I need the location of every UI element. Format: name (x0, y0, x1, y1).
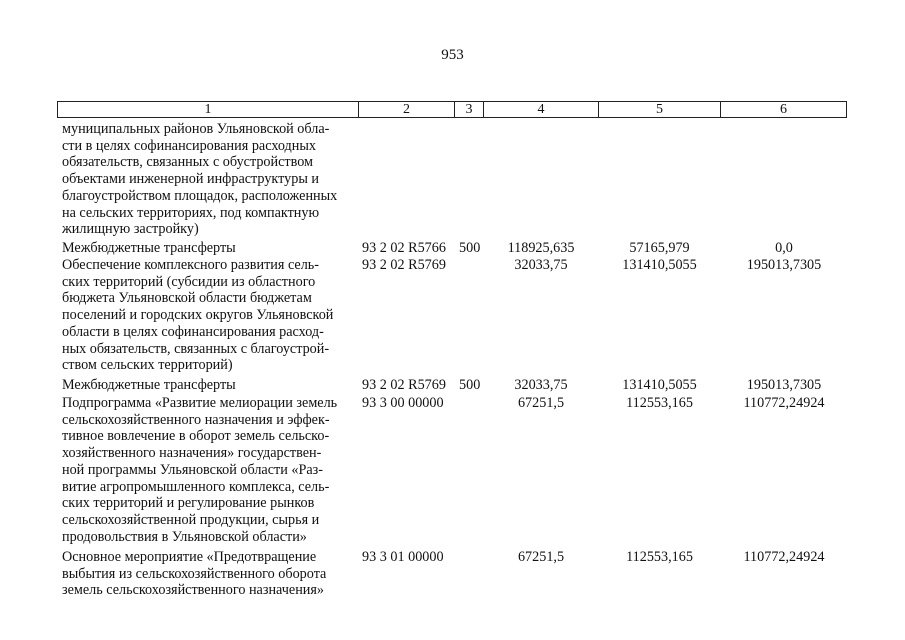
row-value-6: 110772,24924 (743, 395, 825, 411)
row-value-4: 118925,635 (507, 240, 575, 256)
row-type: 500 (459, 377, 481, 393)
row-value-5: 112553,165 (626, 395, 693, 411)
row-description: Подпрограмма «Развитие мелиорации земель сельскохозяйственного назначения и эффек- тивное вовлечение в оборот земель сельско- хозяйственного назначения» государствен- ной программы Ульяновской области «Раз- витие агропромышленного комплекса, сель- ских территорий и регулирование рынков сельскохозяйственной продукции, сырья и продовольствия в Ульяновской области» (62, 395, 338, 545)
row-description: Межбюджетные трансферты (62, 377, 236, 393)
row-value-4: 67251,5 (517, 395, 565, 411)
column-header-4: 4 (483, 101, 599, 118)
row-description: Основное мероприятие «Предотвращение выбытия из сельскохозяйственного оборота земель сельскохозяйственного назначения» (62, 549, 327, 599)
row-value-4: 67251,5 (517, 549, 565, 565)
column-header-6: 6 (720, 101, 847, 118)
row-value-5: 131410,5055 (622, 377, 697, 393)
column-header-1: 1 (57, 101, 359, 118)
row-type: 500 (459, 240, 481, 256)
row-value-6: 195013,7305 (746, 257, 822, 273)
row-value-5: 112553,165 (626, 549, 693, 565)
row-description: Межбюджетные трансферты (62, 240, 236, 256)
row-value-6: 0,0 (775, 240, 793, 256)
row-code: 93 3 00 00000 (362, 395, 444, 411)
page-number: 953 (441, 47, 464, 63)
row-value-6: 110772,24924 (743, 549, 825, 565)
row-code: 93 2 02 R5769 (362, 377, 446, 393)
row-description: Обеспечение комплексного развития сель- ских территорий (субсидии из областного бюджета Ульяновской области бюджетам поселений и городских округов Ульяновской области в целях софинансирования расход- ных обязательств, связанных с благоустрой- ством сельских территорий) (62, 257, 334, 374)
row-code: 93 2 02 R5766 (362, 240, 446, 256)
column-header-5: 5 (598, 101, 721, 118)
row-value-6: 195013,7305 (746, 377, 822, 393)
row-value-5: 57165,979 (629, 240, 690, 256)
row-value-4: 32033,75 (514, 257, 568, 273)
row-code: 93 3 01 00000 (362, 549, 444, 565)
row-value-5: 131410,5055 (622, 257, 697, 273)
row-value-4: 32033,75 (514, 377, 568, 393)
column-header-2: 2 (358, 101, 455, 118)
row-code: 93 2 02 R5769 (362, 257, 446, 273)
row-description: муниципальных районов Ульяновской обла- сти в целях софинансирования расходных обязательств, связанных с обустройством объектами инженерной инфраструктуры и благоустройством площадок, расположенных на сельских территориях, под компактную жилищную застройку) (62, 121, 338, 238)
column-header-3: 3 (454, 101, 484, 118)
